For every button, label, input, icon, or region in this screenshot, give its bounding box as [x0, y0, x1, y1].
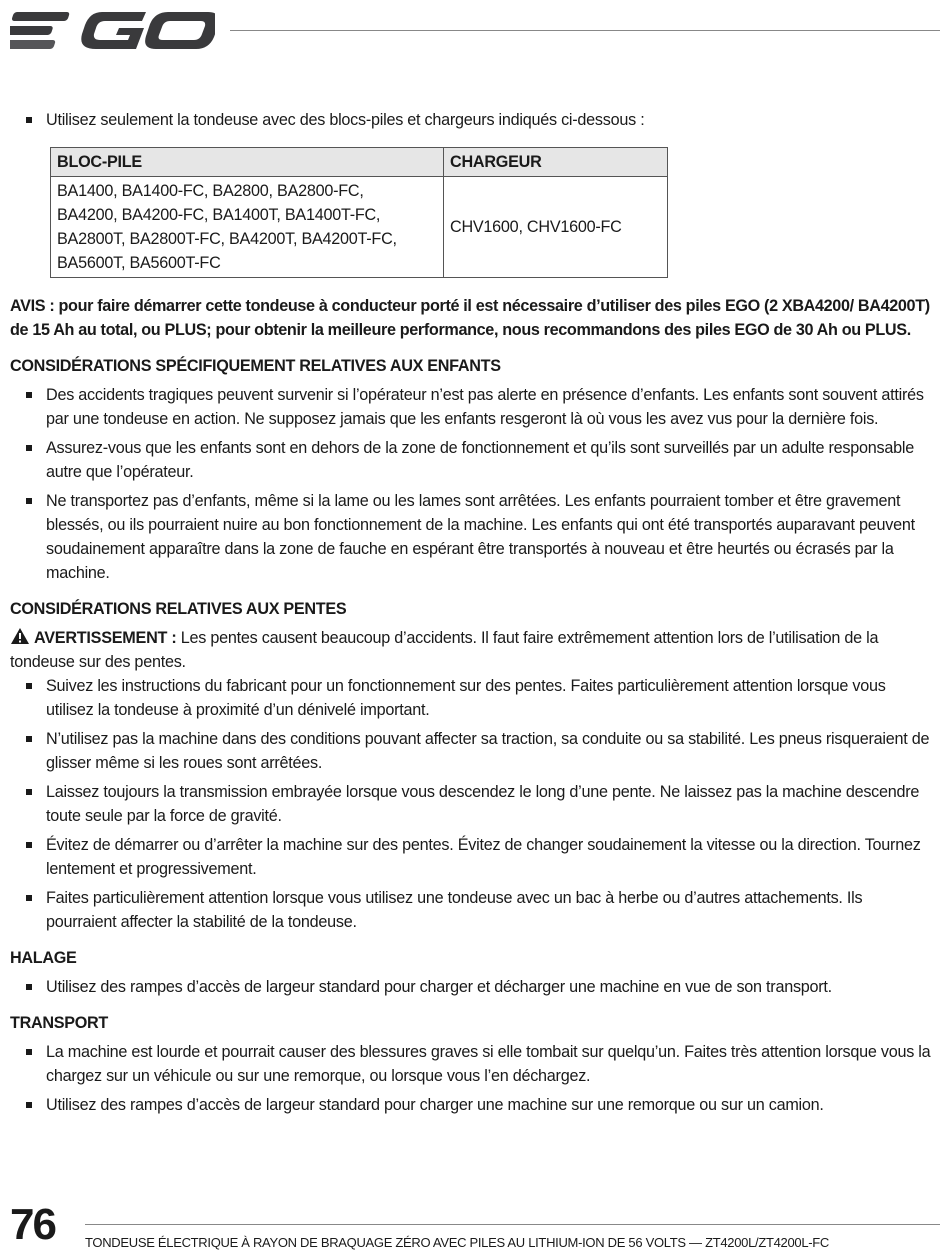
battery-line: BA1400, BA1400-FC, BA2800, BA2800-FC, [57, 182, 364, 200]
table-header-charger: CHARGEUR [444, 148, 668, 177]
list-item: Utilisez des rampes d’accès de largeur standard pour charger et décharger une machine en vue de son transport. [10, 975, 935, 999]
warning-label: AVERTISSEMENT : [34, 629, 177, 647]
battery-line: BA2800T, BA2800T-FC, BA4200T, BA4200T-FC, [57, 230, 397, 248]
footer-rule [85, 1224, 940, 1225]
table-cell-charger: CHV1600, CHV1600-FC [444, 177, 668, 278]
header-rule [230, 30, 940, 31]
table-header-battery: BLOC-PILE [51, 148, 444, 177]
list-item: N’utilisez pas la machine dans des conditions pouvant affecter sa traction, sa conduite ou sa stabilité. Les pneus risqueraient de glisser même si les roues sont arrêtées. [10, 727, 935, 775]
list-item: Faites particulièrement attention lorsque vous utilisez une tondeuse avec un bac à herbe ou d’autres attachements. Ils pourraient affecter la stabilité de la tondeuse. [10, 886, 935, 934]
list-item: Utilisez des rampes d’accès de largeur standard pour charger une machine sur une remorque ou sur un camion. [10, 1093, 935, 1117]
battery-line: BA4200, BA4200-FC, BA1400T, BA1400T-FC, [57, 206, 381, 224]
main-content [10, 108, 935, 1117]
ego-logo [10, 6, 215, 54]
footer-text: TONDEUSE ÉLECTRIQUE À RAYON DE BRAQUAGE ZÉRO AVEC PILES AU LITHIUM-ION DE 56 VOLTS — ZT4200L/ZT4200L-FC [85, 1235, 830, 1250]
list-item: Évitez de démarrer ou d’arrêter la machine sur des pentes. Évitez de changer soudainement la vitesse ou la direction. Tournez lentement et progressivement. [10, 833, 935, 881]
slopes-warning [10, 626, 935, 674]
list-item: Suivez les instructions du fabricant pour un fonctionnement sur des pentes. Faites particulièrement attention lorsque vous utilisez la tondeuse à proximité d’un dénivelé important. [10, 674, 935, 722]
warning-triangle-icon [10, 627, 30, 645]
avis-notice: AVIS : pour faire démarrer cette tondeuse à conducteur porté il est nécessaire d’utiliser des piles EGO (2 XBA4200/ BA4200T) de 15 Ah au total, ou PLUS; pour obtenir la meilleure performance, nous recommandons des piles EGO de 30 Ah ou PLUS. [10, 297, 930, 339]
table-cell-batteries [51, 177, 444, 278]
list-item: Assurez-vous que les enfants sont en dehors de la zone de fonctionnement et qu’ils sont surveillés par un adulte responsable autre que l’opérateur. [10, 436, 935, 484]
page-number: 76 [10, 1200, 55, 1249]
battery-line: BA5600T, BA5600T-FC [57, 254, 221, 272]
section-title-transport: TRANSPORT [10, 1014, 109, 1032]
section-title-children: CONSIDÉRATIONS SPÉCIFIQUEMENT RELATIVES AUX ENFANTS [10, 357, 501, 375]
list-item: La machine est lourde et pourrait causer des blessures graves si elle tombait sur quelqu’un. Faites très attention lorsque vous la chargez sur un véhicule ou sur une remorque, ou lorsque vous l’en déchargez. [10, 1040, 935, 1088]
section-title-towing: HALAGE [10, 949, 77, 967]
list-item: Laissez toujours la transmission embrayée lorsque vous descendez le long d’une pente. Ne laissez pas la machine descendre toute seule par la force de gravité. [10, 780, 935, 828]
list-item: Ne transportez pas d’enfants, même si la lame ou les lames sont arrêtées. Les enfants pourraient tomber et être gravement blessés, ou ils pourraient nuire au bon fonctionnement de la machine. Les enfants qui ont été transportés auparavant peuvent soudainement apparaître dans la zone de fauche en espérant être transportés à nouveau et être heurtés ou écrasés par la machine. [10, 489, 935, 585]
list-item: Des accidents tragiques peuvent survenir si l’opérateur n’est pas alerte en présence d’enfants. Les enfants sont souvent attirés par une tondeuse en action. Ne supposez jamais que les enfants resgeront là où vous les avez vus pour la dernière fois. [10, 383, 935, 431]
intro-bullet: Utilisez seulement la tondeuse avec des blocs-piles et chargeurs indiqués ci-dessous : [10, 108, 935, 132]
warning-text: Les pentes causent beaucoup d’accidents. Il faut faire extrêmement attention lors de l’utilisation de la tondeuse sur des pentes. [10, 629, 879, 671]
battery-charger-table [50, 147, 668, 278]
section-title-slopes: CONSIDÉRATIONS RELATIVES AUX PENTES [10, 600, 347, 618]
